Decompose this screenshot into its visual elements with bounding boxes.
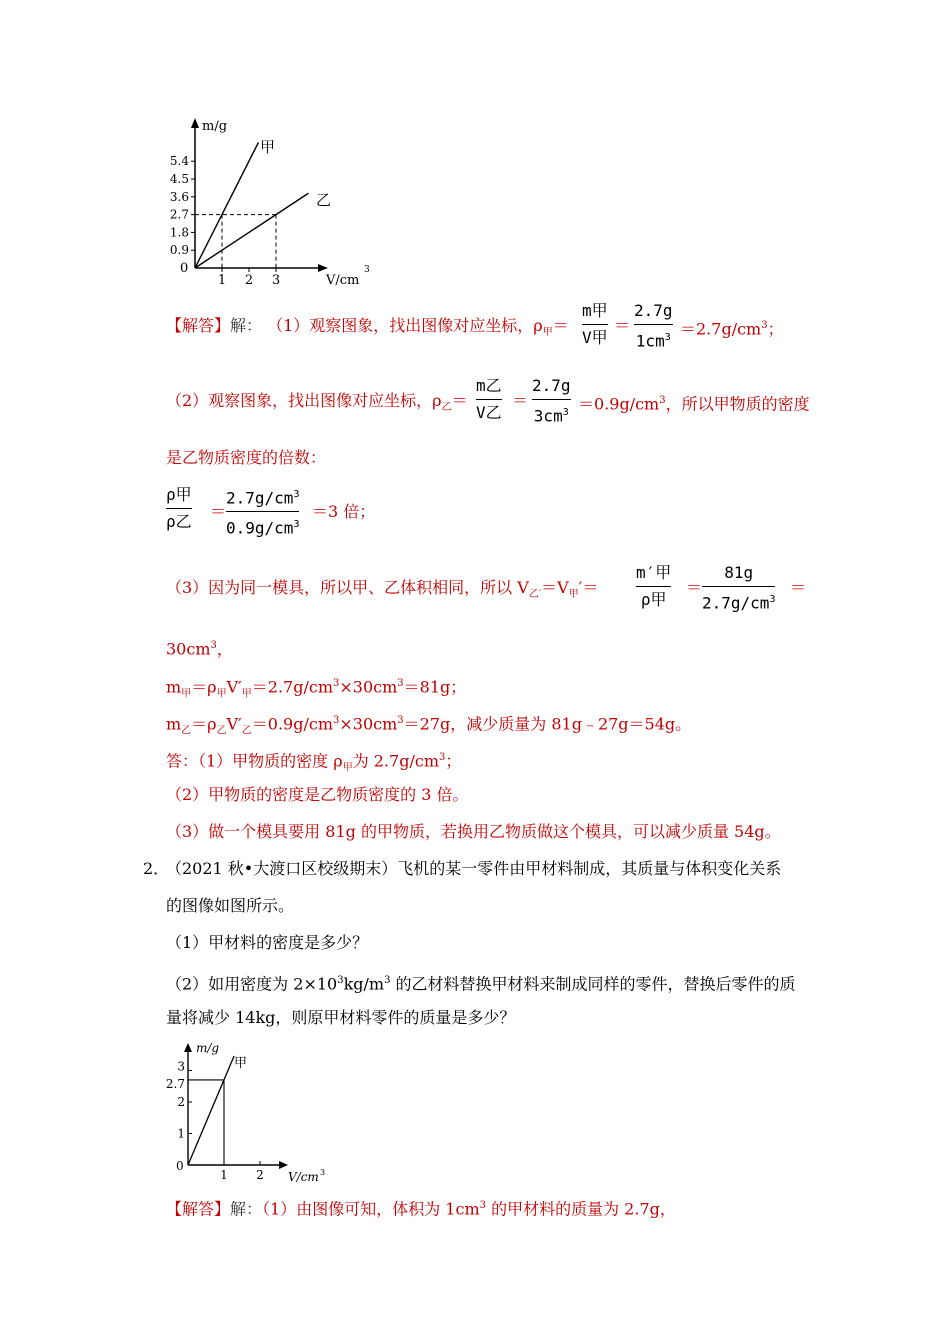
eq-sign-1: ＝	[614, 316, 631, 335]
y-tick-label: 2.7	[165, 1076, 185, 1091]
solution-jie: 解：	[230, 316, 263, 335]
fraction-density-ratio: $2.7g/cm^3$ $0.9g/cm^3$	[226, 488, 300, 538]
graph-2-x-label: V/cm	[288, 1170, 319, 1184]
graph-2-y-label: m/g	[196, 1041, 220, 1055]
fraction-m-prime-over-rho: m′甲 ρ甲	[636, 563, 672, 609]
x-tick-label: 2	[244, 273, 254, 288]
fraction-m-over-v-yi: m乙 V乙	[476, 376, 502, 422]
graph-1-x-label-sup: 3	[364, 265, 370, 275]
solution-1-line-1: 【解答】解： （1）观察图象，找出图像对应坐标，$\rho_甲=$	[166, 316, 569, 339]
problem-2-question-2: （2）如用密度为 $2\times 10^3kg/m^3$ 的乙材料替换甲材料来制成同样的零件，替换后零件的质	[166, 974, 796, 994]
graph-1	[150, 110, 390, 290]
graph-2-series-a-label: 甲	[234, 1056, 248, 1071]
problem-2-line-2: 的图像如图所示。	[166, 896, 295, 915]
y-tick-label: 4.5	[169, 172, 189, 186]
solution-1-line-3b: $30cm^3$，	[166, 639, 233, 659]
y-tick-label: 2	[177, 1095, 185, 1109]
problem-2-question-1: （1）甲材料的密度是多少？	[166, 933, 369, 952]
series-jia-line	[188, 1056, 234, 1165]
problem-2-question-2b: 量将减少 14kg，则原甲材料零件的质量是多少？	[166, 1008, 516, 1027]
graph-1-y-label: m/g	[202, 119, 228, 134]
answer-1: 答：（1）甲物质的密度 $\rho_甲$为 $2.7g/cm^3$；	[166, 751, 462, 774]
solution-1-m-yi: $m_乙=\rho_乙V'_乙=0.9g/cm^3\times 30cm^3=27g$，减少质量为 81g﹣27g＝54g。	[166, 714, 692, 737]
solution-1-line-2: （2）观察图象，找出图像对应坐标，$\rho_乙=$	[166, 391, 468, 414]
x-tick-label: 3	[271, 273, 281, 288]
series-yi-line	[195, 193, 308, 268]
eq-sign-5: ＝	[790, 578, 807, 597]
graph-2-series	[188, 1056, 234, 1165]
series-jia-line	[195, 142, 258, 268]
x-tick-label: 1	[220, 1168, 228, 1182]
graph-1-series	[195, 142, 308, 268]
solution-1-line-3: （3）因为同一模具，所以甲、乙体积相同，所以 $V_{乙'}=V_甲'=$	[166, 578, 599, 601]
y-tick-label: 1.8	[169, 225, 189, 240]
graph-1-series-a-label: 甲	[260, 138, 276, 156]
solution-2-line-1: 【解答】解：（1）由图像可知，体积为 $1cm^3$ 的甲材料的质量为 2.7g，	[166, 1199, 676, 1219]
graph-2-x-label-sup: 3	[320, 1168, 326, 1177]
problem-2-number: 2．	[143, 859, 170, 878]
fraction-2-7g-over-1cm3: 2.7g $1cm^3$	[634, 301, 673, 351]
eq-sign-3: ＝	[210, 502, 227, 521]
eq-sign-2: ＝	[512, 391, 529, 410]
graph-2-origin: 0	[176, 1159, 184, 1173]
y-tick-label: 5.4	[169, 154, 189, 169]
solution-1-result-2: $=0.9g/cm^3$，所以甲物质的密度	[578, 394, 810, 414]
x-tick-label: 2	[256, 1168, 264, 1182]
y-tick-label: 1	[177, 1126, 185, 1141]
problem-2-line-1: （2021 秋•大渡口区校级期末）飞机的某一零件由甲材料制成，其质量与体积变化关系	[166, 859, 782, 878]
y-tick-label: 3.6	[169, 189, 189, 204]
fraction-rho-ratio: ρ甲 ρ乙	[166, 485, 192, 531]
y-tick-label: 0.9	[169, 243, 189, 258]
answer-3: （3）做一个模具要用 81g 的甲物质，若换用乙物质做这个模具，可以减少质量 54g。	[166, 822, 781, 841]
y-tick-label: 2.7	[169, 207, 189, 222]
fraction-81g-over-density: 81g $2.7g/cm^3$	[702, 563, 776, 613]
graph-1-origin: 0	[180, 261, 189, 276]
solution-1-result-3: ＝3 倍；	[312, 502, 376, 521]
solution-1-m-jia: $m_甲=\rho_甲V'_甲=2.7g/cm^3\times 30cm^3=81g$；	[166, 677, 467, 700]
solution-1-line-2b: 是乙物质密度的倍数：	[166, 448, 327, 467]
graph-2	[160, 1035, 340, 1185]
eq-sign-4: ＝	[686, 578, 703, 597]
fraction-m-over-v-jia: m甲 V甲	[582, 301, 608, 347]
solution-tag: 【解答】	[166, 316, 231, 335]
y-tick-label: 3	[177, 1059, 185, 1074]
graph-1-x-label: V/cm	[326, 273, 360, 288]
graph-1-series-b-label: 乙	[316, 191, 332, 209]
solution-1-result-1: $=2.7g/cm^3$；	[680, 319, 784, 339]
x-tick-label: 1	[217, 273, 227, 288]
answer-2: （2）甲物质的密度是乙物质密度的 3 倍。	[166, 785, 469, 804]
fraction-2-7g-over-3cm3: 2.7g $3cm^3$	[532, 376, 571, 426]
